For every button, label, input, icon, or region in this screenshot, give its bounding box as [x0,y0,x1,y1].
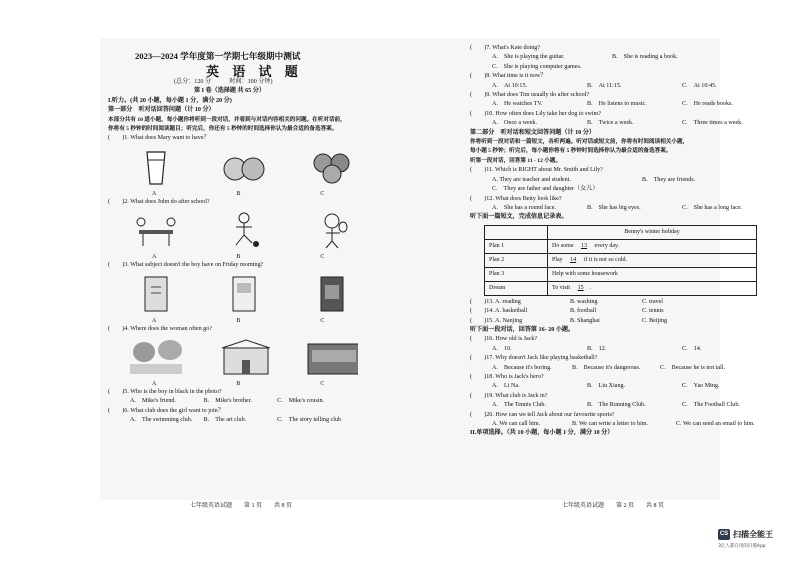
question-1: ( )1. What does Mary want to have？ [108,135,210,142]
question-20: ( )20. How can we tell Jack about our favourite sports? [470,411,615,418]
table-row-1-text: Do some [552,242,574,249]
q19-option-a: A. The Tennis Club. [492,402,546,409]
table-row-3-label: Plan 3 [485,267,548,281]
blank-15: 15 [577,284,584,291]
q9-option-b: B. He listens to music. [587,101,647,108]
q8-option-c: C. At 10:45. [682,82,717,89]
question-13: ( )13. A. reading [470,298,521,305]
q20-option-a: A. We can call him. [492,421,541,427]
question-16: ( )16. How old is Jack? [470,336,538,343]
question-17: ( )17. Why doesn't Jack like playing basketball? [470,355,598,362]
part-1-heading: I.听力。(共 20 小题，每小题 1 分，满分 20 分) [108,97,232,104]
table-row-4-end: . [589,284,592,291]
q6-option-a: A. The swimming club. [130,417,193,424]
section-2-heading: 第二部分 听对话和短文回答问题（计 10 分） [470,129,595,136]
instructions-line-5: 听第一段对话，回答第 11 - 12 小题。 [470,157,562,164]
table-row-2-end: if it is not so cold. [583,256,628,263]
q19-option-b: B. The Running Club. [587,402,646,409]
q18-option-c: C. Yao Ming. [682,383,720,390]
table-row-2-label: Plan 2 [485,253,548,267]
q7-option-b: B. She is reading a book. [612,54,678,61]
q4-label-b: B [236,381,241,388]
camscanner-logo-icon: CS [718,529,730,540]
q19-option-c: C. The Football Club. [682,402,740,409]
q18-option-a: A. Li Na. [492,383,520,390]
instructions-line-1: 本部分共有 10 道小题，每小题你将听到一段对话，并看到与对话内容相关的问题。在听对话前， [108,116,346,123]
glass-of-milk-image [130,147,182,187]
q8-option-a: A. At 10:15. [492,82,528,89]
q2-label-b: B [236,254,241,261]
q15-option-c: C. Beijing [642,317,668,324]
q4-label-a: A [152,381,157,388]
instructions-line-6: 听下面一篇短文，完成信息记录表。 [470,214,568,221]
ping-pong-image [130,210,182,250]
q7-option-c: C. She is playing computer games. [492,63,582,70]
shopping-mall-image [306,337,358,377]
question-2: ( )2. What does John do after school? [108,198,210,205]
question-12: ( )12. What does Betty look like? [470,195,562,202]
question-14: ( )14. A. basketball [470,308,528,315]
q3-pictures [130,274,408,316]
question-9: ( )9. What does Tim usually do after school? [470,92,590,99]
fruit-bowl-image [306,147,358,187]
q20-option-b: B. We can write a letter to him. [572,421,649,427]
q3-label-c: C [320,317,325,324]
q5-option-b: B. Mike's brother. [203,398,252,405]
q12-option-c: C. She has a long face. [682,204,743,211]
question-6: ( )6. What club does the girl want to join？ [108,407,224,414]
q8-option-b: B. At 11:15. [587,82,622,89]
camscanner-name: 扫描全能王 [733,530,773,539]
info-table [484,225,757,296]
page-1 [108,78,408,426]
q5-option-a: A. Mike's friend. [130,398,176,405]
soccer-player-image [218,210,270,250]
q16-option-c: C. 14. [682,345,702,352]
q3-label-b: B [236,317,241,324]
q14-option-b: B. football [570,308,597,315]
part-2-heading: II.单项选择。（共 10 小题，每小题 1 分，满分 10 分） [470,430,614,437]
q2-label-a: A [152,254,157,261]
question-18: ( )18. Who is Jack's hero? [470,373,544,380]
q3-label-a: A [152,317,157,324]
chinese-book-image [130,274,182,314]
q1-label-a: A [152,190,157,197]
question-5: ( )5. Who is the boy in black in the photo? [108,389,222,396]
exam-title: 2023—2024 学年度第一学期七年级期中测试 [135,51,301,61]
question-8: ( )8. What time is it now？ [470,73,547,80]
volume-label: 第 I 卷（选择题 共 65 分） [194,88,265,95]
q6-option-b: B. The art club. [203,417,247,424]
q17-option-c: C. Because he is not tall. [660,364,725,371]
q4-label-c: C [320,381,325,388]
q10-option-a: A. Once a week. [492,120,538,127]
instructions-line-2: 你将有 5 秒钟的时间阅读题目；听完后，你还有 5 秒钟的时间选择你认为最合适的备选答案。 [108,126,338,133]
q12-option-a: A. She has a round face. [492,204,556,211]
table-row-1-end: every day. [594,242,620,249]
question-19: ( )19. What club is Jack in? [470,392,548,399]
q13-option-c: C. travel [642,298,663,305]
q1-label-b: B [236,190,241,197]
q13-option-b: B. washing [570,298,598,305]
table-row-4-text: To visit [552,284,571,291]
q6-option-c: C. The story telling club [277,417,342,424]
q2-pictures [130,210,408,252]
q7-option-a: A. She is playing the guitar. [492,54,565,61]
q10-option-c: C. Three times a week. [682,120,743,127]
park-image [130,337,182,377]
table-heading: Benny's winter holiday [548,225,757,239]
table-row-4-label: Dream [485,281,548,295]
table-row-2-text: Play [552,256,563,263]
q15-option-b: B. Shanghai [570,317,600,324]
q11-option-a: A. They are teacher and student. [492,176,571,183]
question-4: ( )4. Where does the woman often go? [108,325,212,332]
q14-option-c: C. tennis [642,308,664,315]
blank-13: 13 [581,242,587,249]
book-image [218,274,270,314]
instructions-line-4: 每小题 5 秒钟；听完后，每小题你将有 5 秒钟时间选择你认为最合适的备选答案。 [470,148,672,155]
exam-meta: (总分：120 分 时间：100 分钟) [174,79,273,85]
section-1-heading: 第一部分 听对话回答问题（计 10 分） [108,107,215,114]
q16-option-b: B. 12. [587,345,607,352]
q4-pictures [130,337,408,379]
oranges-image [218,147,270,187]
exam-subject: 英 语 试 题 [206,64,303,79]
question-15: ( )15. A. Nanjing [470,317,523,324]
q12-option-b: B. She has big eyes. [587,204,641,211]
q11-option-b: B. They are friends. [642,176,696,183]
q18-option-b: B. Liu Xiang. [587,383,626,390]
q9-option-c: C. He reads books. [682,101,733,108]
dark-book-image [306,274,358,314]
q1-pictures [130,147,408,189]
question-7: ( )7. What's Kate doing? [470,45,541,51]
tennis-player-image [306,210,358,250]
q20-option-c: C. We can send an email to him. [676,421,755,427]
page-2 [470,44,770,439]
q17-option-b: B. Because it's dangerous. [572,364,641,371]
page-2-footer: 七年级英语试题 第 2 页 共 8 页 [562,503,665,509]
blank-14: 14 [570,256,577,263]
table-row-3-text: Help with some housework [548,267,757,281]
question-3: ( )3. What subject doesn't the boy have on Friday morning? [108,262,264,269]
instructions-line-7: 听下面一段对话，回答第 16- 20 小题。 [470,326,575,333]
camscanner-slogan: 3亿人都在用的扫描App [718,544,766,549]
q10-option-b: B. Twice a week. [587,120,634,127]
instructions-line-3: 你将听到一段对话和一篇短文，各听两遍。听对话或短文前，你将有时间阅读相关小题， [470,139,689,146]
q9-option-a: A. He watches TV. [492,101,543,108]
q11-option-c: C. They are father and daughter（女儿） [492,186,599,193]
q16-option-a: A. 10. [492,345,512,352]
q5-option-c: C. Mike's cousin. [277,398,325,405]
q1-label-c: C [320,190,325,197]
question-11: ( )11. Which is RIGHT about Mr. Smith and Lily? [470,167,603,174]
q2-label-c: C [320,254,325,261]
table-row-1-label: Plan 1 [485,239,548,253]
page-1-footer: 七年级英语试题 第 1 页 共 8 页 [190,503,293,509]
school-building-image [218,337,270,377]
question-10: ( )10. How often does Lily take her dog to swim? [470,110,601,117]
q17-option-a: A. Because it's boring. [492,364,552,371]
